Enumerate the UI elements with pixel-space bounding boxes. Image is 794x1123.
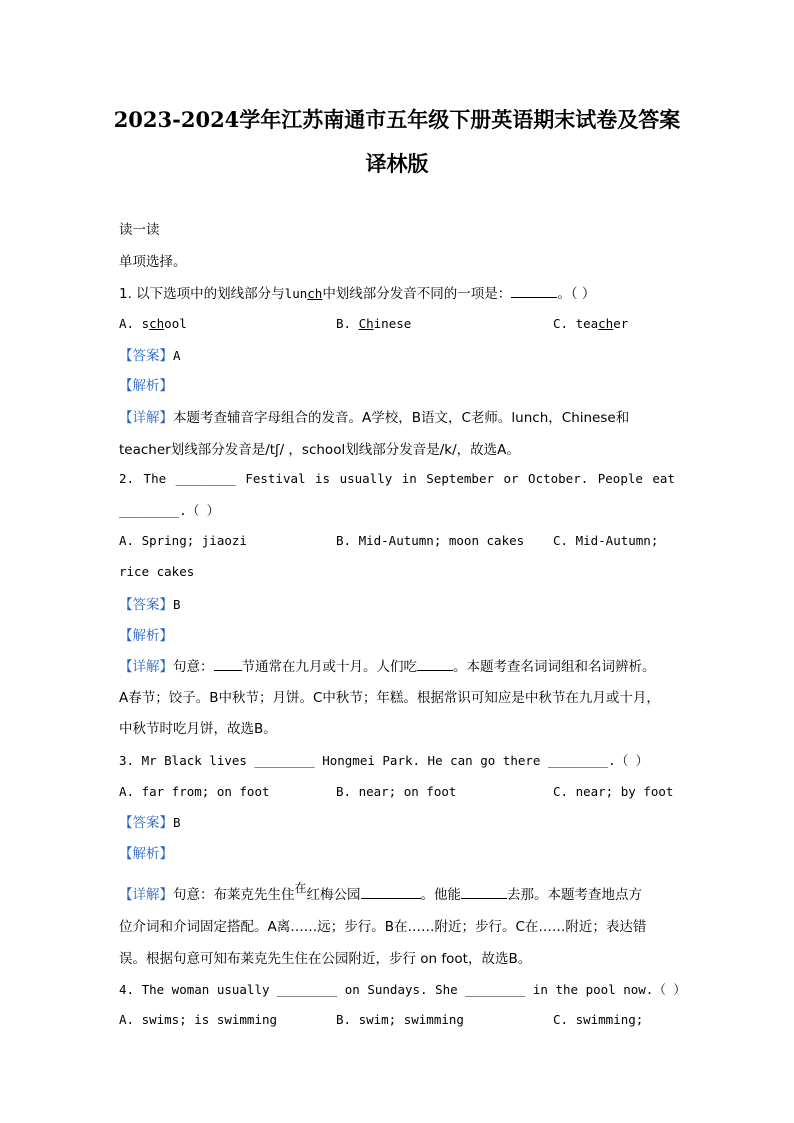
q1-stem-text-c: 。（ ） <box>557 286 596 302</box>
detail-label: 【详解】 <box>119 410 173 426</box>
q2-option-c-continued: rice cakes <box>119 564 195 579</box>
q3-option-c: C. near; by foot <box>553 784 674 799</box>
q2-stem-word: September <box>426 471 495 486</box>
q2-stem-word: is <box>315 471 331 486</box>
q2-stem-word: or <box>503 471 519 486</box>
q2-option-a: A. Spring; jiaozi <box>119 533 247 548</box>
q2-detail-line1: 【详解】句意： 节通常在九月或十月。人们吃 。本题考查名词词组和名词辨析。 <box>119 659 656 675</box>
q2-detail-line2: A春节；饺子。B中秋节；月饼。C中秋节；年糕。根据常识可知应是中秋节在九月或十月， <box>119 690 660 706</box>
q2-stem-word: The <box>143 471 167 486</box>
q1-stem-word: lunch <box>284 286 323 301</box>
q2-detail-line3: 中秋节时吃月饼，故选B。 <box>119 721 277 737</box>
q2-analysis <box>119 624 173 644</box>
q3-detail-line2: 位介词和介词固定搭配。A离……远；步行。B在……附近；步行。C在……附近；表达错 <box>119 919 647 935</box>
q2-stem-word: Festival <box>245 471 306 486</box>
q1-detail-line1: 【详解】本题考查辅音字母组合的发音。A学校，B语文，C老师。lunch，Chinese和 <box>119 410 630 426</box>
q1-option-a: A. school <box>119 316 187 331</box>
q1-stem <box>119 282 595 302</box>
q4-option-a: A. swims; is swimming <box>119 1012 278 1027</box>
q2-option-c: C. Mid-Autumn; <box>553 533 659 548</box>
q2-stem-word: 2. <box>119 471 135 486</box>
q2-detail-blank-2 <box>417 658 453 671</box>
q1-answer-value: A <box>173 348 181 363</box>
q3-detail-blank-2 <box>461 886 507 899</box>
q2-option-b: B. Mid-Autumn; moon cakes <box>336 533 525 548</box>
q2-stem-word: usually <box>339 471 393 486</box>
answer-label: 【答案】 <box>119 348 173 364</box>
q3-detail-line3: 误。根据句意可知布莱克先生住在公园附近，步行 on foot，故选B。 <box>119 951 532 967</box>
q2-stem-word: October. <box>528 471 589 486</box>
q1-stem-text-a: 1. 以下选项中的划线部分与 <box>119 286 285 302</box>
q1-answer <box>119 344 181 364</box>
q2-stem-line1 <box>119 471 675 486</box>
answer-label: 【答案】 <box>119 815 173 831</box>
q3-option-b: B. near; on foot <box>336 784 457 799</box>
q3-option-a: A. far from; on foot <box>119 784 270 799</box>
analysis-label: 【解析】 <box>119 628 173 644</box>
q2-stem-word: in <box>401 471 417 486</box>
q4-stem: 4. The woman usually ________ on Sundays. She ________ in the pool now.（ ） <box>119 982 686 997</box>
q1-analysis <box>119 374 173 394</box>
q2-stem-word: People <box>597 471 643 486</box>
analysis-label: 【解析】 <box>119 846 173 862</box>
q1-option-b: B. Chinese <box>336 316 412 331</box>
q3-answer-value: B <box>173 815 181 830</box>
q4-option-c: C. swimming; <box>553 1012 644 1027</box>
detail-label: 【详解】 <box>119 659 173 675</box>
q1-blank <box>511 285 557 298</box>
answer-label: 【答案】 <box>119 597 173 613</box>
q3-raised-char: 在 <box>294 881 307 895</box>
q3-detail-line1: 【详解】句意：布莱克先生住在红梅公园 。他能 去那。本题考查地点方 <box>119 881 643 903</box>
q3-detail-blank-1 <box>361 886 421 899</box>
q3-stem: 3. Mr Black lives ________ Hongmei Park. He can go there ________.（ ） <box>119 753 649 768</box>
section-heading: 读一读 <box>119 222 160 238</box>
q1-stem-text-b: 中划线部分发音不同的一项是： <box>322 286 512 302</box>
q2-answer <box>119 593 181 613</box>
document-title: 2023-2024学年江苏南通市五年级下册英语期末试卷及答案 <box>113 107 681 132</box>
document-subtitle: 译林版 <box>365 151 429 176</box>
q3-answer <box>119 811 181 831</box>
analysis-label: 【解析】 <box>119 378 173 394</box>
q2-stem-line2: ________.（ ） <box>119 503 220 518</box>
q2-answer-value: B <box>173 597 181 612</box>
section-subheading: 单项选择。 <box>119 254 187 270</box>
q2-detail-blank-1 <box>214 658 242 671</box>
q1-detail-line2: teacher划线部分发音是/tʃ/ ，school划线部分发音是/k/，故选A。 <box>119 442 520 458</box>
q3-analysis <box>119 842 173 862</box>
q2-stem-word: eat <box>652 471 675 486</box>
q4-option-b: B. swim; swimming <box>336 1012 464 1027</box>
q2-stem-word: ________ <box>175 471 236 486</box>
detail-label: 【详解】 <box>119 887 173 903</box>
q1-option-c: C. teacher <box>553 316 629 331</box>
